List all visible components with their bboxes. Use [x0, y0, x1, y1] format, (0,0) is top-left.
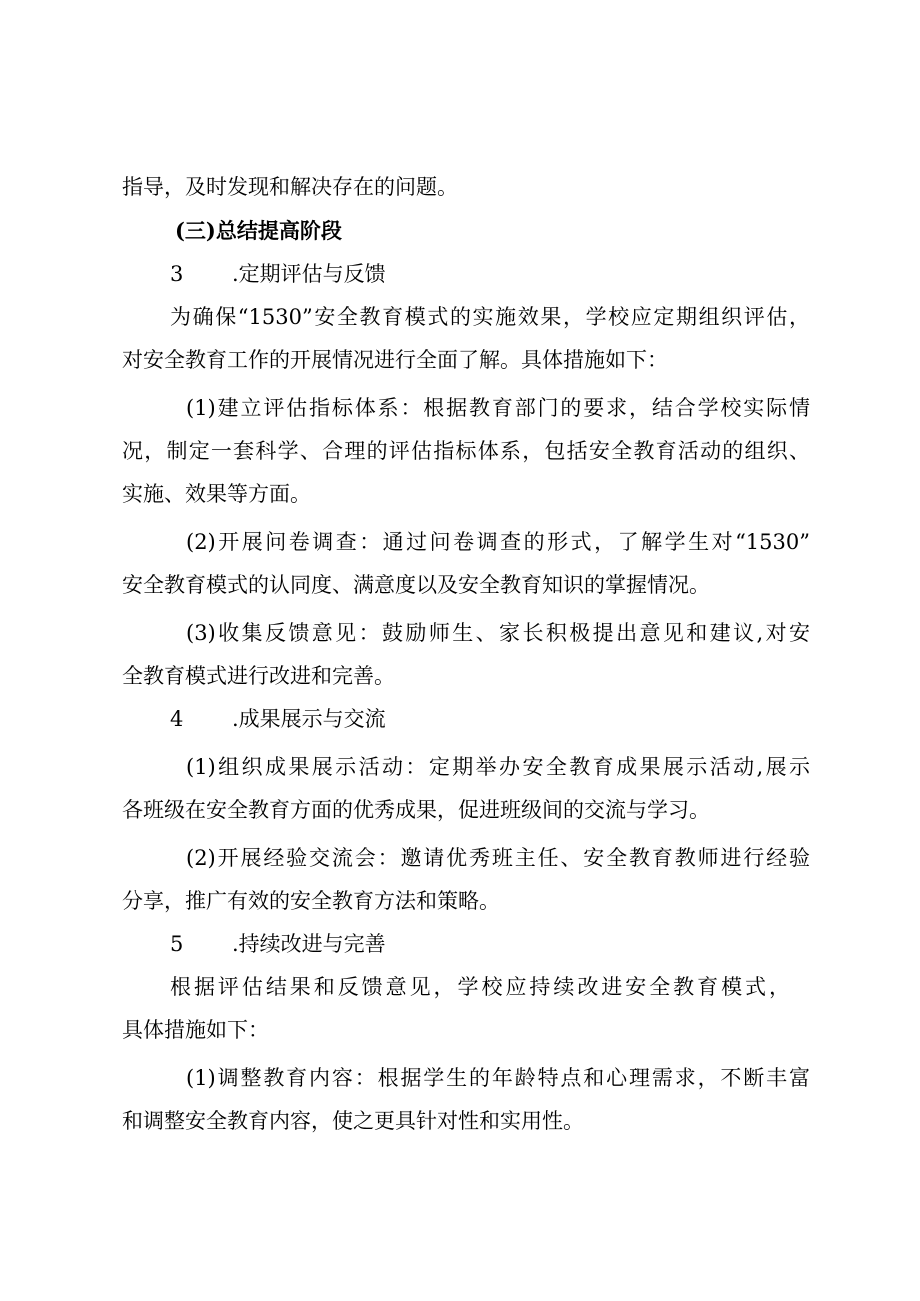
item-5-intro-line-2: 具体措施如下：	[122, 1018, 269, 1042]
item-3-point-2-line-2: 安全教育模式的认同度、满意度以及安全教育知识的掌握情况。	[122, 573, 710, 597]
item-5-point-1-line-2: 和调整安全教育内容，使之更具针对性和实用性。	[122, 1109, 584, 1133]
item-3-point-1-line-1: (1)建立评估指标体系：根据教育部门的要求，结合学校实际情	[186, 396, 810, 420]
item-5-point-1-line-1: (1)调整教育内容：根据学生的年龄特点和心理需求，不断丰富	[186, 1066, 810, 1090]
item-3-point-3-line-1: (3)收集反馈意见：鼓励师生、家长积极提出意见和建议,对安	[186, 621, 810, 645]
section-heading: (三)总结提高阶段	[175, 218, 342, 243]
item-3-point-1-line-3: 实施、效果等方面。	[122, 482, 311, 506]
item-5-intro-line-1: 根据评估结果和反馈意见，学校应持续改进安全教育模式，	[170, 975, 790, 999]
item-3-point-3-line-2: 全教育模式进行改进和完善。	[122, 664, 395, 688]
item-5-number: 5	[170, 932, 184, 956]
item-4-point-2-line-2: 分享，推广有效的安全教育方法和策略。	[122, 889, 500, 913]
paragraph-continuation: 指导，及时发现和解决存在的问题。	[122, 175, 458, 199]
item-4-heading	[170, 704, 386, 734]
item-4-point-1-line-2: 各班级在安全教育方面的优秀成果，促进班级间的交流与学习。	[122, 798, 710, 822]
item-3-point-2-line-1: (2)开展问卷调查：通过问卷调查的形式，了解学生对“1530”	[186, 530, 810, 554]
item-3-intro-line-2: 对安全教育工作的开展情况进行全面了解。具体措施如下：	[122, 348, 668, 372]
item-4-point-2-line-1: (2)开展经验交流会：邀请优秀班主任、安全教育教师进行经验	[186, 846, 810, 870]
item-4-point-1-line-1: (1)组织成果展示活动：定期举办安全教育成果展示活动,展示	[186, 755, 810, 779]
item-5-heading	[170, 929, 386, 959]
item-3-number: 3	[170, 262, 184, 286]
item-5-title: .持续改进与完善	[232, 932, 386, 956]
item-3-title: .定期评估与反馈	[232, 262, 386, 286]
item-4-title: .成果展示与交流	[232, 707, 386, 731]
item-3-heading	[170, 259, 386, 289]
item-3-intro-line-1: 为确保“1530”安全教育模式的实施效果，学校应定期组织评估，	[170, 305, 810, 329]
item-4-number: 4	[170, 707, 184, 731]
item-3-point-1-line-2: 况，制定一套科学、合理的评估指标体系，包括安全教育活动的组织、	[122, 439, 810, 463]
